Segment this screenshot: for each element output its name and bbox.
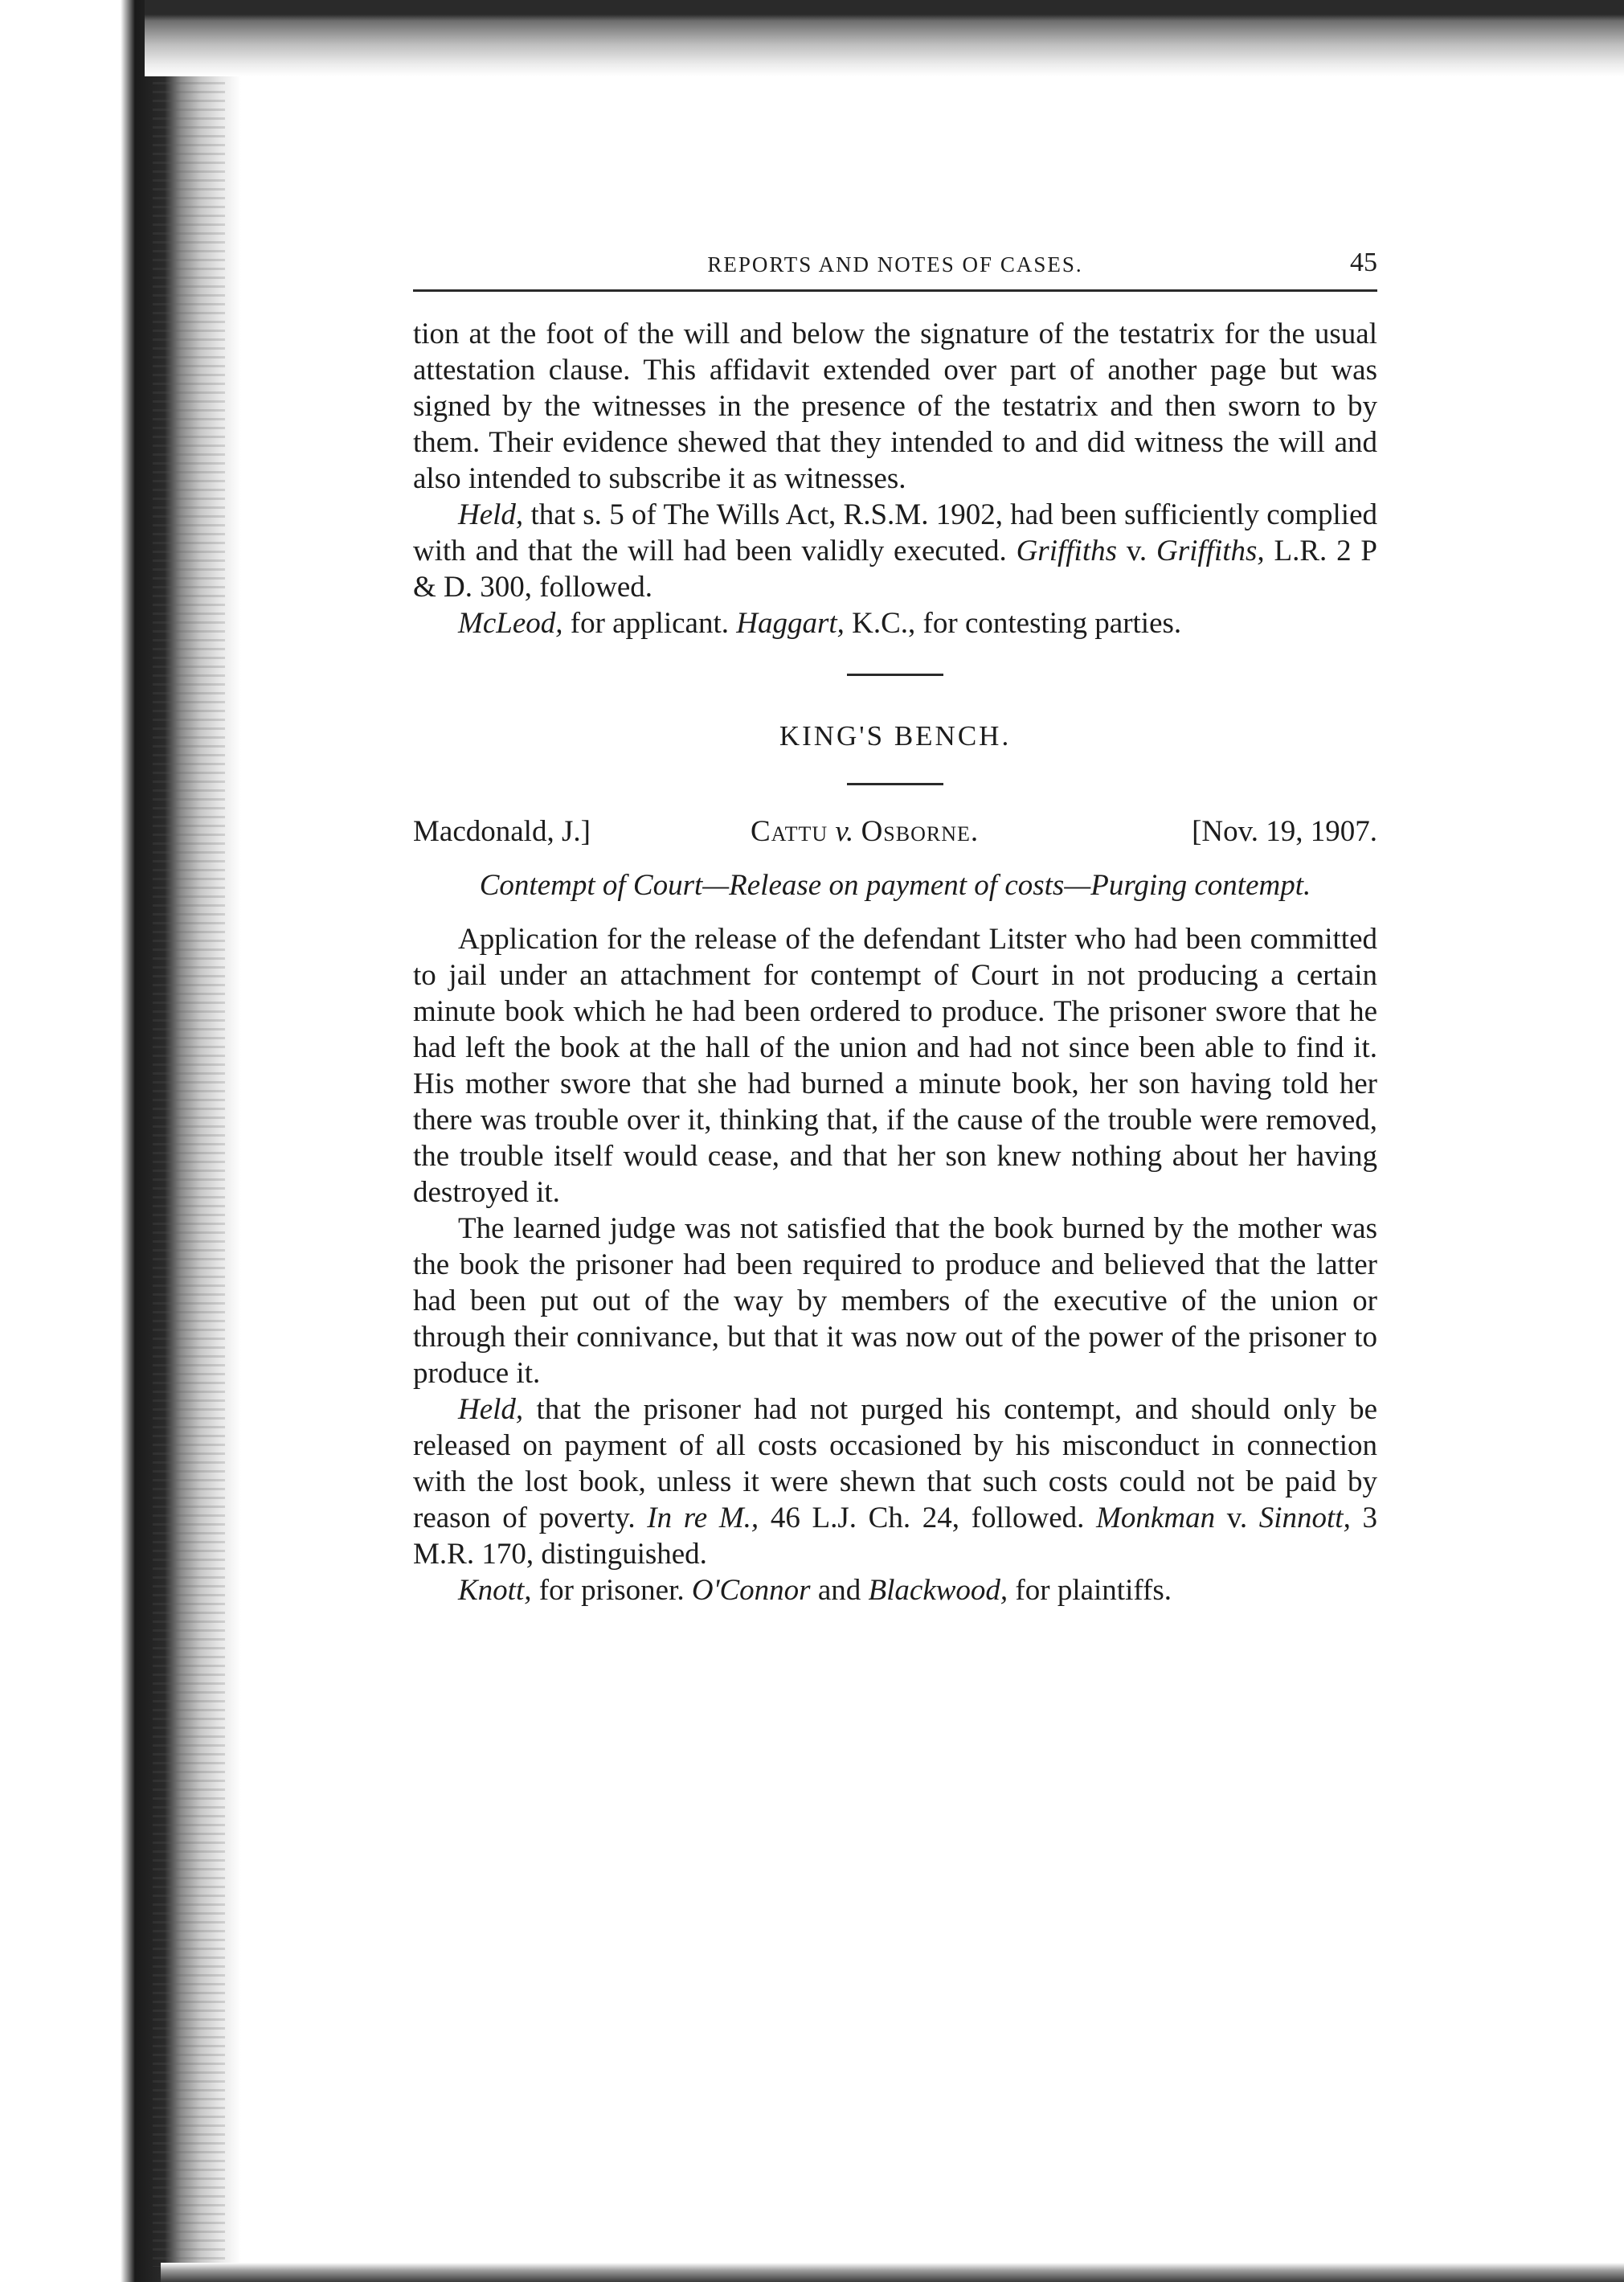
section-divider [847,783,943,785]
case-name: In re M., [647,1502,759,1534]
scan-shadow-top [145,0,1624,76]
judge: Macdonald, J.] [413,815,591,848]
held-word: Held, [458,1393,524,1426]
case-name: Monkman [1096,1502,1216,1534]
counsel-name: Haggart, [736,607,845,640]
case-name: Sinnott, [1258,1502,1351,1534]
case-name: Griffiths, [1156,535,1265,567]
case-parties: Cattu v. Osborne. [751,815,980,848]
prior-case-held: Held, that s. 5 of The Wills Act, R.S.M. 1902, had been sufficiently complied with and that the will had been validly executed. Griffiths v. Griffiths, L.R. 2 P & D. 300, followed. [413,498,1377,604]
prior-case-counsel: McLeod, for applicant. Haggart, K.C., for contesting parties. [458,607,1182,640]
counsel-name: O'Connor [691,1574,811,1607]
case-name: Griffiths [1016,535,1117,567]
held-word: Held, [458,498,524,531]
plaintiff-name: Cattu [751,815,828,848]
court-heading: KING'S BENCH. [779,720,1012,752]
scan-noise-left [153,64,225,2267]
running-head [413,241,1377,292]
case-paragraph-2: The learned judge was not satisfied that the book burned by the mother was the book the prisoner had been required to produce and believed that the latter had been put out of the way by members of the executive of the union or through their connivance, but that it was now out of the power of the prisoner to produce it. [413,1212,1377,1390]
case-caption [413,814,1377,853]
counsel-name: McLeod, [458,607,563,640]
case-paragraph-1: Application for the release of the defendant Litster who had been committed to jail under an attachment for contempt of Court in not producing a certain minute book which he had been ordered to produce. The prisoner swore that he had left the book at the hall of the union and had not since been able to find it. His mother swore that she had burned a minute book, her son having told her there was trouble over it, thinking that, if the cause of the trouble were removed, the trouble itself would cease, and that her son knew nothing about her having destroyed it. [413,923,1377,1209]
running-head-title: REPORTS AND NOTES OF CASES. [707,252,1083,277]
case-subject: Contempt of Court—Release on payment of costs—Purging contempt. [479,869,1311,902]
counsel-name: Knott, [458,1574,532,1607]
case-date: [Nov. 19, 1907. [1192,815,1377,848]
defendant-name: Osborne. [861,815,980,848]
counsel-name: Blackwood, [868,1574,1008,1607]
page-number: 45 [1350,248,1377,277]
scan-shadow-bottom [161,2263,1624,2282]
page-content [413,241,1377,1608]
case-counsel: Knott, for prisoner. O'Connor and Blackwood, for plaintiffs. [458,1574,1172,1607]
prior-case-paragraph: tion at the foot of the will and below the signature of the testatrix for the usual attestation clause. This affidavit extended over part of another page but was signed by the witnesses in the presence of the testatrix and then sworn to by them. Their evidence shewed that they intended to and did witness the will and also intended to subscribe it as witnesses. [413,318,1377,495]
section-divider [847,674,943,676]
case-held: Held, that the prisoner had not purged his contempt, and should only be released on payment of all costs occasioned by his misconduct in connection with the lost book, unless it were shewn that such costs could not be paid by reason of poverty. In re M., 46 L.J. Ch. 24, followed. Monkman v. Sinnott, 3 M.R. 170, distinguished. [413,1393,1378,1571]
